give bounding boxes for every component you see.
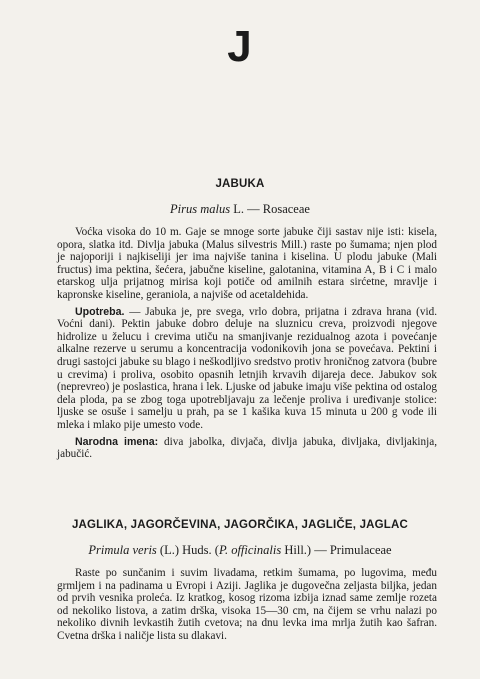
author-part: (L.) Huds. ( [156, 543, 219, 557]
folk-names-paragraph [57, 436, 437, 461]
description-paragraph: Voćka visoka do 10 m. Gaje se mnoge sorte jabuke čiji sastav nije isti: kisela, opora, slatka itd. Divlja jabuka (Malus silvestris Mill.) raste po šumama; njen plod je najoporiji i najkiseliji jer ima najviše tanina i kiselina. U plodu jabuke (Mali fructus) ima pektina, šećera, jabučne kiseline, galotanina, vitamina A, B i C i malo etarskog ulja prijatnog mirisa koji potiče od amilnih estara sirćetne, mravlje i kapronske kiseline, geraniola, a najviše od acetaldehida. [57, 226, 437, 301]
latin-name: Primula veris [88, 543, 157, 557]
usage-text: — Jabuka je, pre svega, vrlo dobra, prijatna i zdrava hrana (vid. Voćni dani). Pektin jabuke dobro deluje na sluznicu creva, proizvodi njegove hidrolize u želucu i crevima utiču na smanjivanje rezidualnog azota i povećanje alkalne rezerve u serumu a koncentracija vodonikovih jona se povećava. Pektini i drugi sastojci jabuke su blago i neškodljivo sredstvo protiv hroničnog zatvora (bubre u crevima) i proliva, osobito opasnih letnjih krvavih dijareja dece. Jabukov sok (neprevreo) je poslastica, hrana i lek. Ljuske od jabuke imaju više pektina od ostalog dela ploda, pa se zbog toga upotrebljavaju za lečenje proliva i uređivanje stolice: ljuske se osuše i samelju u prah, pa se 1 kašika kuva 15 minuta u 200 g vode ili mleka i mlako pije umesto vode. [57, 305, 437, 431]
usage-label: Upotreba. [75, 305, 125, 318]
folk-names-label: Narodna imena: [75, 435, 159, 448]
entry-title-jabuka: JABUKA [215, 178, 265, 190]
section-letter: J [227, 22, 253, 71]
entry-body-jabuka [57, 226, 437, 461]
latin-synonym: P. officinalis [218, 543, 282, 557]
folk-names-text: diva jabolka, divjača, divlja jabuka, divljaka, divljakinja, jabučić. [57, 435, 437, 461]
author-family: Hill.) — Primulaceae [281, 543, 392, 557]
entry-subtitle-jabuka [0, 202, 480, 217]
entry-subtitle-jaglika [0, 543, 480, 558]
entry-body-jaglika [57, 567, 437, 643]
author-family: L. — Rosaceae [230, 202, 310, 216]
latin-name: Pirus malus [170, 202, 231, 216]
description-paragraph: Raste po sunčanim i suvim livadama, retkim šumama, po lugovima, među grmljem i na padinama u Evropi i Aziji. Jaglika je dugovečna zeljasta biljka, jedan od prvih vesnika proleća. Iz kratkog, kosog rizoma izbija iznad same zemlje rozeta od nekoliko listova, a zatim drška, visoka 15—30 cm, na čijem se vrhu nalazi po nekoliko divnih levkastih žutih cvetova; na dnu levka ima mrlja žutih kao šafran. Cvetna drška i naličje lista su dlakavi. [57, 567, 437, 642]
usage-paragraph [57, 306, 437, 432]
entry-title-jaglika: JAGLIKA, JAGORČEVINA, JAGORČIKA, JAGLIČE, JAGLAC [71, 519, 409, 531]
